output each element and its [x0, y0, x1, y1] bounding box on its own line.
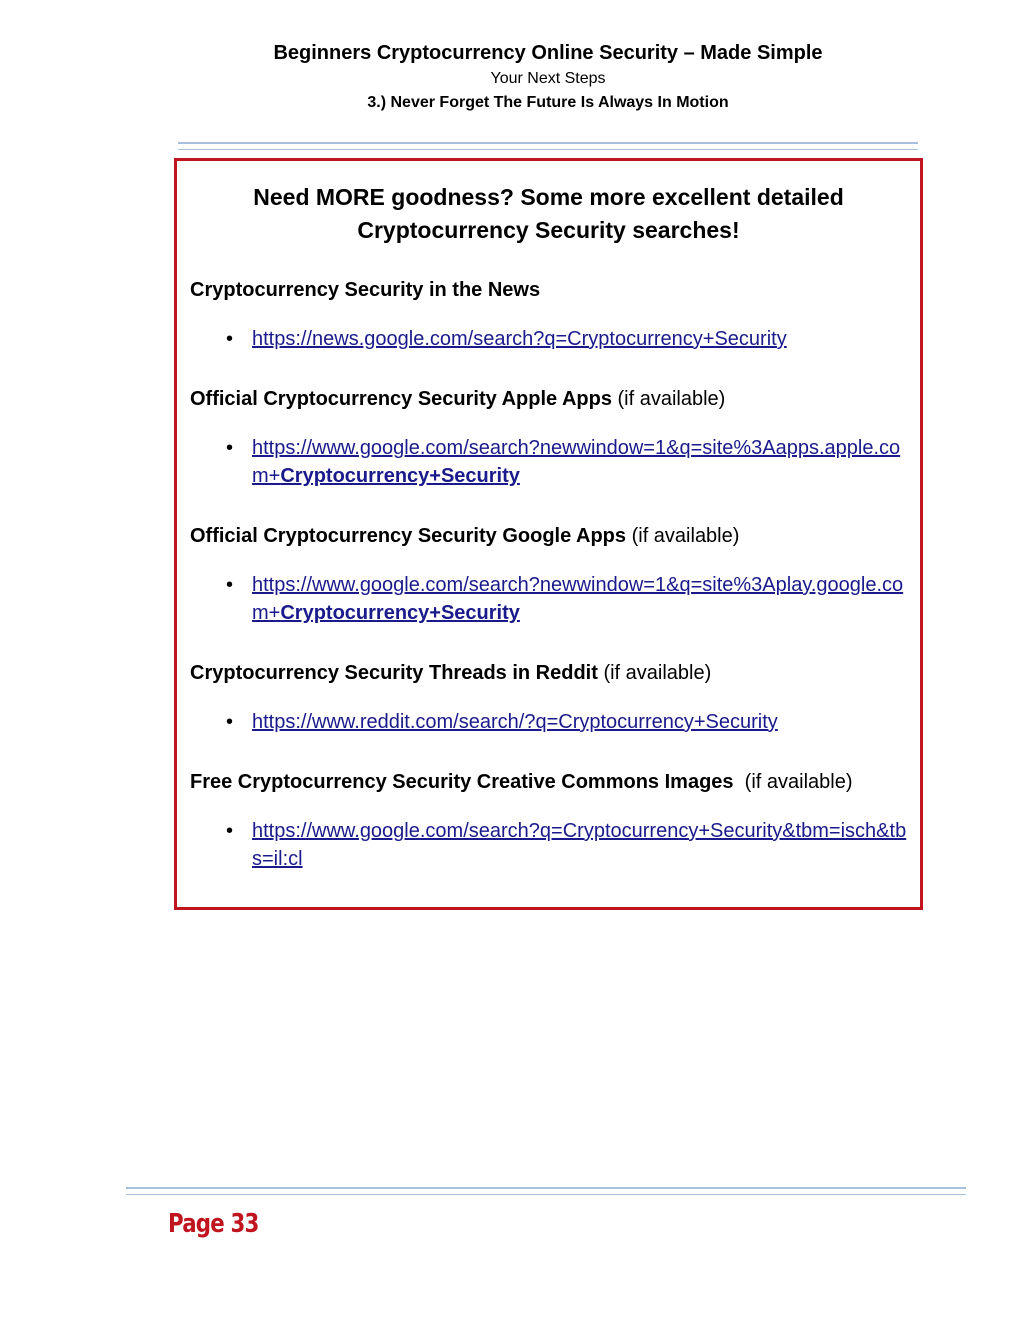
section-heading: Official Cryptocurrency Security Google Apps (if available) — [190, 525, 740, 547]
footer-divider — [126, 1187, 966, 1195]
page-number: Page 33 — [168, 1209, 259, 1239]
header-divider — [178, 142, 918, 150]
box-title — [177, 181, 920, 247]
bullet-icon: • — [226, 437, 234, 459]
bullet-icon: • — [226, 574, 234, 596]
section-heading: Official Cryptocurrency Security Apple Apps (if available) — [190, 388, 726, 410]
resources-box — [174, 158, 923, 910]
list-item — [190, 434, 910, 490]
apple-apps-search-link[interactable]: https://www.google.com/search?newwindow=1&q=site%3Aapps.apple.com+Cryptocurrency+Security — [252, 437, 901, 487]
list-item — [190, 817, 910, 873]
section-heading: Free Cryptocurrency Security Creative Commons Images (if available) — [190, 771, 853, 793]
images-search-link[interactable]: https://www.google.com/search?q=Cryptocurrency+Security&tbm=isch&tbs=il:cl — [252, 820, 907, 870]
chapter-title: 3.) Never Forget The Future Is Always In Motion — [367, 94, 729, 111]
bullet-icon: • — [226, 328, 234, 350]
list-item — [190, 325, 910, 353]
google-apps-search-link[interactable]: https://www.google.com/search?newwindow=1&q=site%3Aplay.google.com+Cryptocurrency+Security — [252, 574, 904, 624]
section-heading: Cryptocurrency Security in the News — [190, 279, 541, 301]
section-subtitle: Your Next Steps — [490, 70, 606, 87]
section-heading: Cryptocurrency Security Threads in Reddit (if available) — [190, 662, 712, 684]
list-item — [190, 571, 910, 627]
reddit-search-link[interactable]: https://www.reddit.com/search/?q=Cryptocurrency+Security — [252, 711, 778, 733]
section-reddit — [190, 660, 910, 736]
bullet-icon: • — [226, 820, 234, 842]
page-header — [0, 40, 1024, 114]
document-title: Beginners Cryptocurrency Online Security – Made Simple — [273, 42, 823, 64]
section-images — [190, 769, 910, 873]
bullet-icon: • — [226, 711, 234, 733]
section-apple-apps — [190, 386, 910, 490]
list-item — [190, 708, 910, 736]
box-title-line1: Need MORE goodness? Some more excellent detailed — [253, 184, 844, 210]
news-search-link[interactable]: https://news.google.com/search?q=Cryptocurrency+Security — [252, 328, 787, 350]
section-news — [190, 277, 910, 353]
section-google-apps — [190, 523, 910, 627]
box-title-line2: Cryptocurrency Security searches! — [357, 217, 740, 243]
